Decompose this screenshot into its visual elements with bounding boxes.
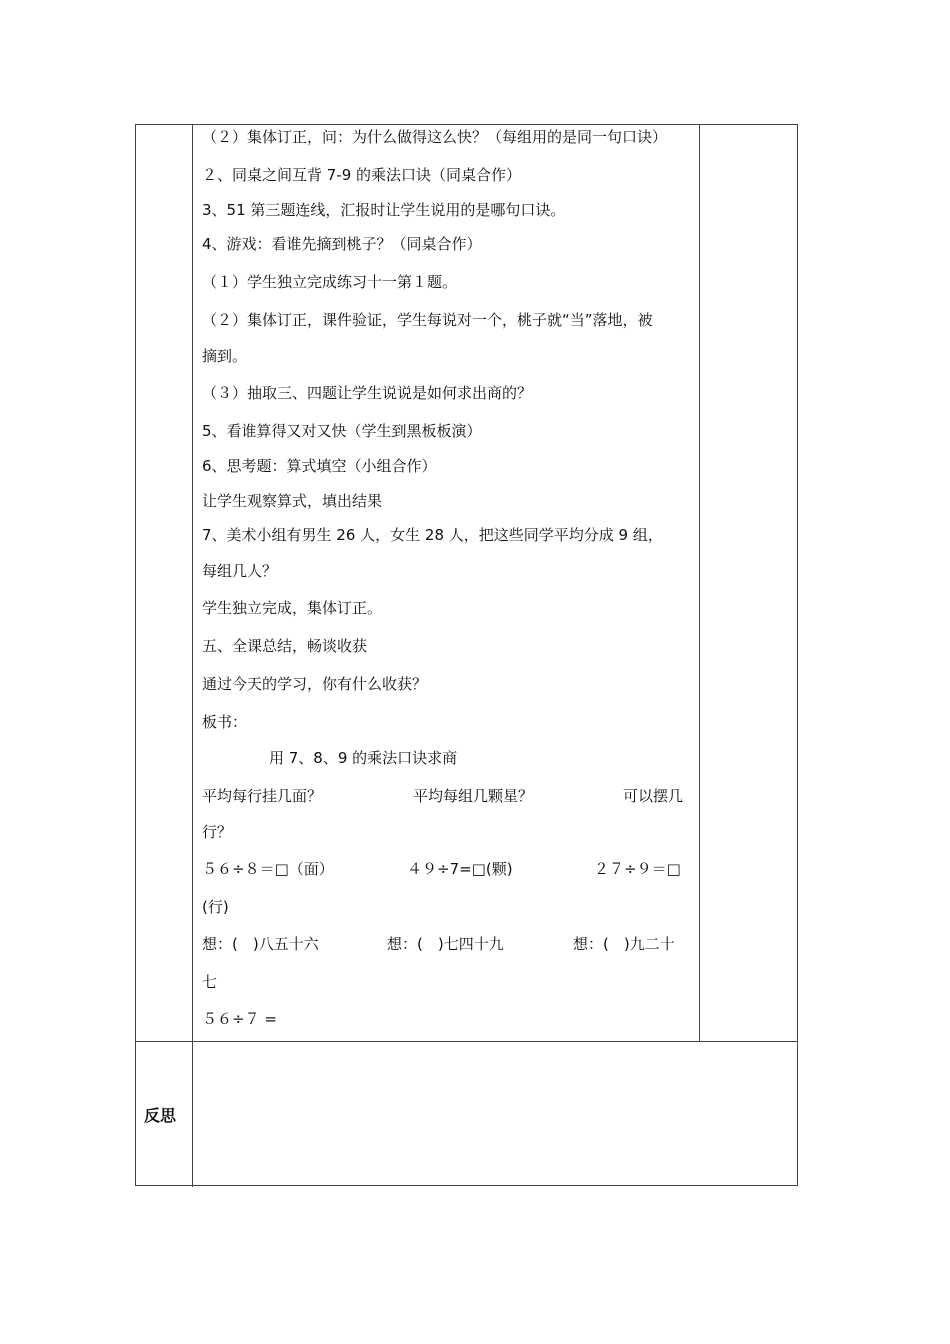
text-line: 五、全课总结，畅谈收获 — [202, 637, 368, 655]
text-line: 通过今天的学习，你有什么收获？ — [202, 675, 428, 693]
text-line: 3、51 第三题连线，汇报时让学生说用的是哪句口诀。 — [202, 201, 566, 219]
text-line: （１）学生独立完成练习十一第１题。 — [202, 273, 458, 291]
text-line: 让学生观察算式，填出结果 — [202, 492, 383, 510]
board-think-3-cont: 七 — [202, 973, 218, 991]
text-line: 5、看谁算得又对又快（学生到黑板板演） — [202, 422, 482, 440]
lesson-table — [135, 124, 798, 1186]
column-divider-left — [192, 125, 193, 1187]
reflection-label: 反思 — [144, 1106, 177, 1125]
column-divider-right — [699, 125, 700, 1042]
board-question-2: 平均每组几颗星？ — [413, 787, 534, 805]
board-think-2: 想：( )七四十九 — [387, 935, 504, 953]
text-line: （２）集体订正，课件验证，学生每说对一个，桃子就“当”落地，被 — [202, 311, 653, 329]
text-line: 7、美术小组有男生 26 人，女生 28 人，把这些同学平均分成 9 组， — [202, 526, 663, 544]
board-think-3: 想：( )九二十 — [573, 935, 675, 953]
board-question-1: 平均每行挂几面？ — [202, 787, 323, 805]
board-equation-3: ２７÷９＝□ — [594, 860, 681, 878]
text-line: （３）抽取三、四题让学生说说是如何求出商的？ — [202, 384, 533, 402]
text-line: 学生独立完成，集体订正。 — [202, 599, 383, 617]
text-line: 每组几人？ — [202, 562, 278, 580]
row-divider — [136, 1041, 797, 1042]
board-final-equation: ５６÷７ = — [202, 1010, 277, 1028]
board-equation-3-cont: (行) — [202, 898, 229, 916]
text-line: 4、游戏：看谁先摘到桃子？（同桌合作） — [202, 235, 482, 253]
text-line: 摘到。 — [202, 347, 248, 365]
board-think-1: 想：( )八五十六 — [202, 935, 319, 953]
text-line: （２）集体订正，问：为什么做得这么快？（每组用的是同一句口诀） — [202, 128, 668, 146]
text-line: 6、思考题：算式填空（小组合作） — [202, 457, 437, 475]
board-equation-1: ５６÷８＝□（面） — [202, 860, 334, 878]
board-title: 用 7、8、9 的乘法口诀求商 — [269, 749, 458, 767]
board-question-3: 可以摆几 — [623, 787, 684, 805]
text-line: ２、同桌之间互背 7-9 的乘法口诀（同桌合作） — [202, 166, 522, 184]
board-question-3-cont: 行？ — [202, 823, 233, 841]
board-equation-2: ４９÷7=□(颗) — [407, 860, 513, 878]
text-line: 板书： — [202, 713, 248, 731]
